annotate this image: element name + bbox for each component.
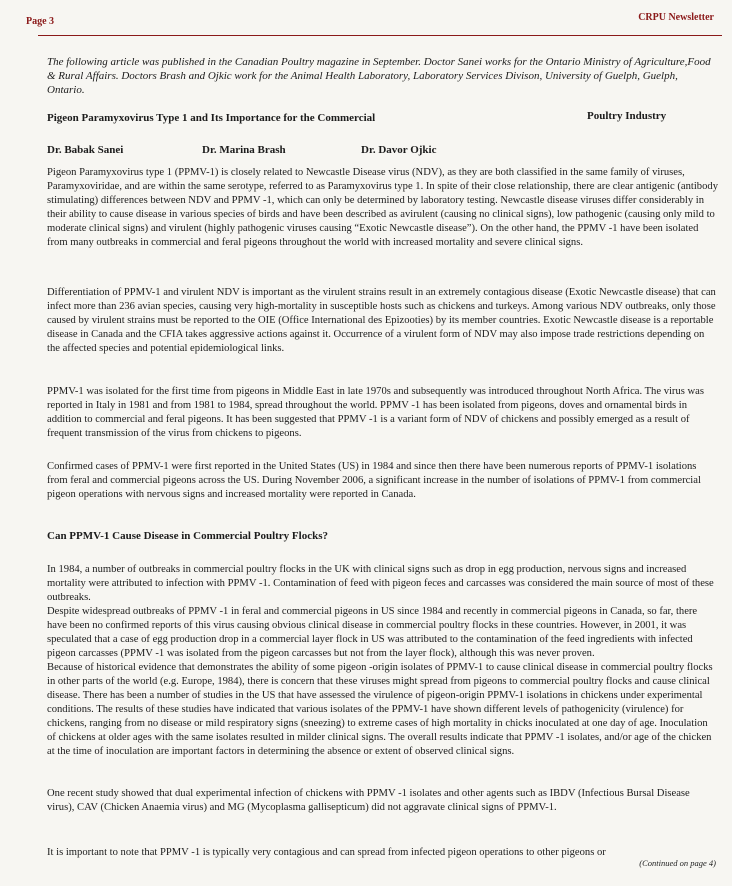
paragraph-2: Differentiation of PPMV-1 and virulent NDV is important as the virulent strains result in an extremely contagious disease (Exotic Newcastle disease) that can infect more than 236 avian species, causing very high-mortality in susceptible hosts such as chickens and turkeys. Among various NDV outbreaks, only those caused by virulent strains must be reported to the OIE (Office International des Epizooties) by its member countries. Exotic Newcastle disease is a reportable disease in Canada and the CFIA takes aggressive actions against it. Occurrence of a virulent form of NDV may also impose trade restrictions depending on the affected species and potential epidemiological links. (47, 287, 716, 354)
author-3: Dr. Davor Ojkic (361, 144, 437, 156)
page-header (26, 10, 714, 30)
paragraph-7: Because of historical evidence that demonstrates the ability of some pigeon -origin isolates of PPMV-1 to cause clinical disease in commercial poultry flocks in other parts of the world (e.g. Europe, 1984), there is concern that these viruses might spread from pigeons to commercial poultry flocks and cause clinical disease. There has been a number of studies in the US that have assessed the virulence of pigeon-origin PPMV-1 isolations in chickens under experimental conditions. The results of these studies have indicated that various isolates of the PPMV-1 have shown different levels of pathogenicity (virulence) for chickens, ranging from no disease or mild respiratory signs (sneezing) to extreme cases of high mortality in chicks inoculated at one day of age. Inoculation of chickens at older ages with the same isolates resulted in milder clinical signs. The overall results indicate that PPMV -1 isolates, and/or age of the chicken at the time of inoculation are important factors in determining the absence or extent of observed clinical signs. (47, 662, 713, 757)
header-rule (38, 35, 722, 36)
page-number: Page 3 (26, 16, 55, 27)
paragraph-6: Despite widespread outbreaks of PPMV -1 in feral and commercial pigeons in US since 1984 and recently in commercial pigeons in Canada, so far, there have been no confirmed reports of this virus causing obvious clinical disease in commercial poultry flocks in these countries. However, in 2001, it was speculated that a case of egg production drop in a commercial layer flock in US was attributed to the contamination of the feed ingredients with infected pigeon carcasses (PPMV -1 was isolated from the pigeon carcasses but not from the layer flock), although this was never proven. (47, 606, 698, 659)
paragraph-5: In 1984, a number of outbreaks in commercial poultry flocks in the UK with clinical signs such as drop in egg production, nervous signs and increased mortality were attributed to infection with PPMV -1. Contamination of feed with pigeon feces and carcasses was considered the main source of most of these outbreaks. (47, 564, 714, 603)
author-1: Dr. Babak Sanei (47, 144, 124, 156)
article-title (47, 112, 717, 124)
paragraph-8: One recent study showed that dual experimental infection of chickens with PPMV -1 isolates and other agents such as IBDV (Infectious Bursal Disease virus), CAV (Chicken Anaemia virus) and MG (Mycoplasma gallisepticum) did not aggravate clinical signs of PPMV-1. (47, 788, 690, 813)
article-title-end: Poultry Industry (587, 110, 667, 122)
author-2: Dr. Marina Brash (202, 144, 286, 156)
continued-note: (Continued on page 4) (639, 858, 716, 868)
paragraph-1: Pigeon Paramyxovirus type 1 (PPMV-1) is closely related to Newcastle Disease virus (NDV), as they are both classified in the same family of viruses, Paramyxoviridae, and are within the same serotype, referred to as Paramyxovirus type 1. In spite of their close relationship, there are clear antigenic (antibody stimulating) differences between NDV and PPMV -1, which can only be determined by laboratory testing. Newcastle disease viruses differ considerably in their ability to cause disease in various species of birds and have been described as avirulent (causing no clinical signs), low pathogenic (causing only mild to moderate clinical signs) and virulent (highly pathogenic viruses causing “Exotic Newcastle disease”). On the other hand, the PPMV -1 have been isolated from many outbreaks in commercial and feral pigeons throughout the world with increased mortality and severe clinical signs. (47, 167, 718, 248)
section-heading: Can PPMV-1 Cause Disease in Commercial Poultry Flocks? (47, 530, 328, 542)
paragraph-9: It is important to note that PPMV -1 is typically very contagious and can spread from infected pigeon operations to other pigeons or (47, 847, 606, 858)
article-title-main: Pigeon Paramyxovirus Type 1 and Its Importance for the Commercial (47, 112, 376, 124)
paragraph-3: PPMV-1 was isolated for the first time from pigeons in Middle East in late 1970s and subsequently was introduced throughout North Africa. The virus was reported in Italy in 1981 and from 1981 to 1984, spread throughout the world. PPMV -1 has been isolated from pigeons, doves and ornamental birds in addition to commercial and feral pigeons. It has been suggested that PPMV -1 is a variant form of NDV of chickens and possibly emerged as a result of frequent transmission of the virus from chickens to pigeons. (47, 386, 705, 439)
newsletter-name: CRPU Newsletter (638, 12, 714, 23)
paragraph-4: Confirmed cases of PPMV-1 were first reported in the United States (US) in 1984 and since then there have been numerous reports of PPMV-1 isolations from feral and commercial pigeons across the US. During November 2006, a significant increase in the number of isolations of PPMV-1 from commercial pigeon operations with nervous signs and increased mortality were reported in Canada. (47, 461, 701, 500)
intro-note: The following article was published in the Canadian Poultry magazine in September. Doctor Sanei works for the Ontario Ministry of Agriculture,Food & Rural Affairs. Doctors Brash and Ojkic work for the Animal Health Laboratory, Laboratory Services Divison, University of Guelph, Guelph, Ontario. (47, 56, 711, 96)
